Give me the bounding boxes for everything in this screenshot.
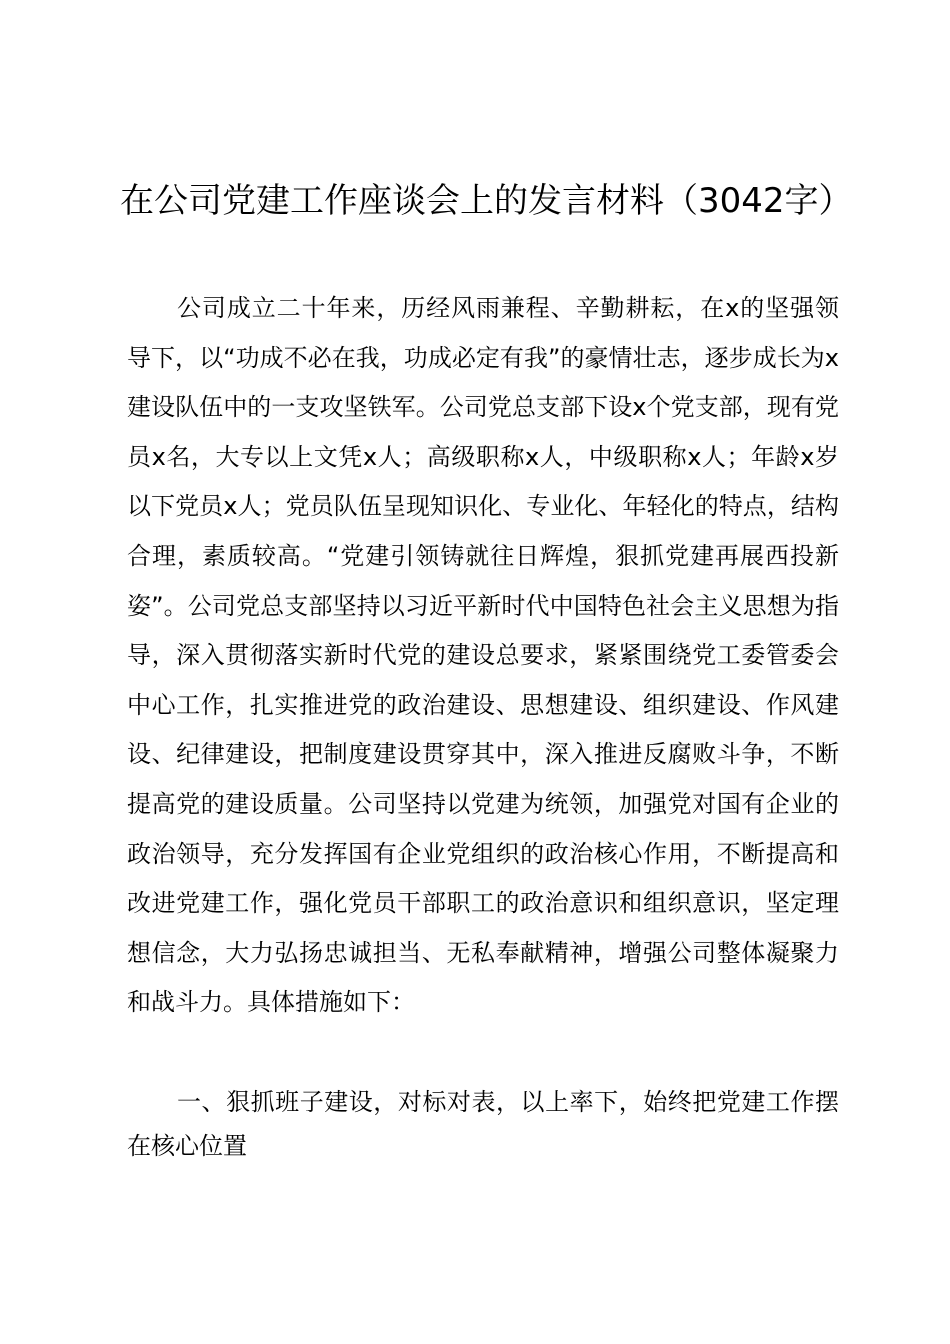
document-title: 在公司党建工作座谈会上的发言材料（3042字） (120, 181, 853, 221)
body-paragraph: 公司成立二十年来，历经风雨兼程、辛勤耕耘，在x的坚强领导下，以“功成不必在我，功成必定有我”的豪情壮志，逐步成长为x建设队伍中的一支攻坚铁军。公司党总支部下设x个党支部，现有党员x名，大专以上文凭x人；高级职称x人，中级职称x人；年龄x岁以下党员x人；党员队伍呈现知识化、专业化、年轻化的特点，结构合理，素质较高。“党建引领铸就往日辉煌，狠抓党建再展西投新姿”。公司党总支部坚持以习近平新时代中国特色社会主义思想为指导，深入贯彻落实新时代党的建设总要求，紧紧围绕党工委管委会中心工作，扎实推进党的政治建设、思想建设、组织建设、作风建设、纪律建设，把制度建设贯穿其中，深入推进反腐败斗争，不断提高党的建设质量。公司坚持以党建为统领，加强党对国有企业的政治领导，充分发挥国有企业党组织的政治核心作用，不断提高和改进党建工作，强化党员干部职工的政治意识和组织意识，坚定理想信念，大力弘扬忠诚担当、无私奉献精神，增强公司整体凝聚力和战斗力。具体措施如下： (127, 294, 839, 1017)
section-heading: 一、狠抓班子建设，对标对表，以上率下，始终把党建工作摆在核心位置 (127, 1088, 839, 1160)
